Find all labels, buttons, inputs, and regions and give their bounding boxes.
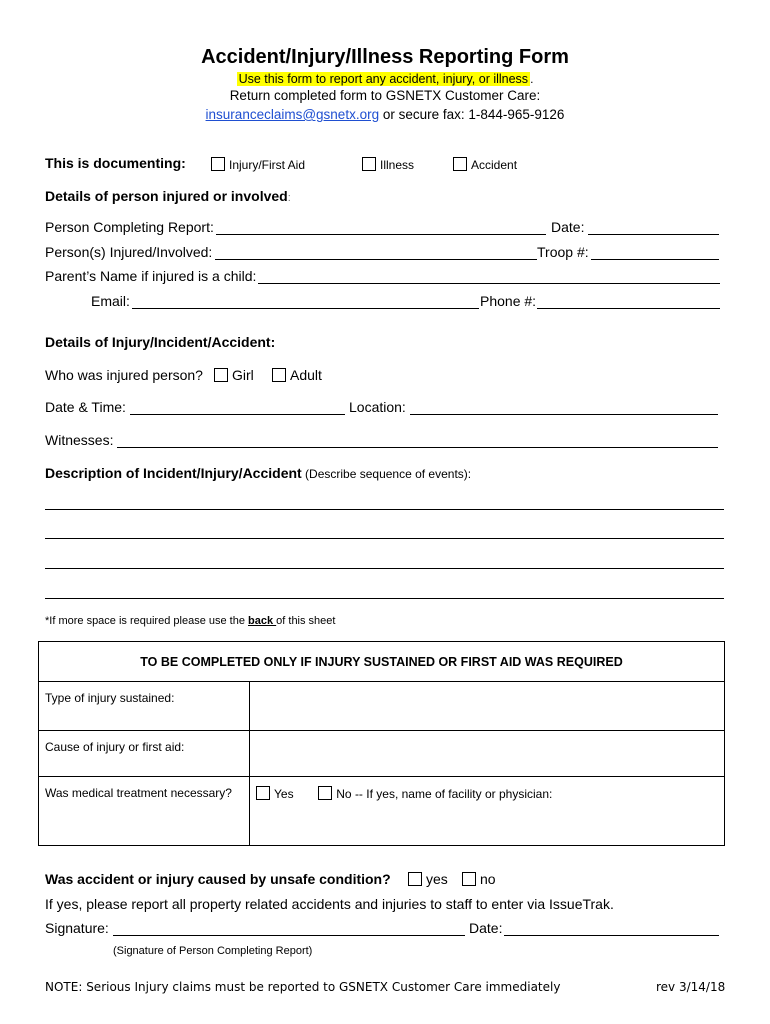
troop-label: Troop #: bbox=[537, 244, 589, 260]
person-completing-field[interactable] bbox=[216, 234, 546, 235]
description-heading bbox=[45, 465, 471, 481]
description-line-2[interactable] bbox=[45, 538, 724, 539]
yes-label: yes bbox=[426, 871, 448, 887]
checkbox-unsafe-yes[interactable] bbox=[408, 872, 422, 886]
signature-label: Signature: bbox=[45, 920, 109, 936]
email-label: Email: bbox=[91, 293, 130, 309]
option-unsafe-yes[interactable] bbox=[408, 871, 448, 887]
more-space-note bbox=[45, 615, 335, 627]
option-illness[interactable] bbox=[362, 157, 414, 172]
option-unsafe-no[interactable] bbox=[462, 871, 496, 887]
location-field[interactable] bbox=[410, 414, 718, 415]
contact-line bbox=[0, 107, 770, 122]
persons-injured-field[interactable] bbox=[215, 259, 537, 260]
no-label: no bbox=[480, 871, 496, 887]
description-line-3[interactable] bbox=[45, 568, 724, 569]
date-field[interactable] bbox=[588, 234, 719, 235]
heading-colon: : bbox=[287, 192, 291, 204]
option-label: Adult bbox=[290, 367, 322, 383]
parent-name-label: Parent’s Name if injured is a child: bbox=[45, 268, 257, 284]
documenting-label: This is documenting: bbox=[45, 155, 186, 171]
date-time-field[interactable] bbox=[130, 414, 345, 415]
option-adult[interactable] bbox=[272, 367, 322, 383]
note-text-end: of this sheet bbox=[276, 615, 336, 627]
date-label: Date: bbox=[551, 219, 585, 235]
date-time-label: Date & Time: bbox=[45, 399, 126, 415]
phone-field[interactable] bbox=[537, 308, 720, 309]
highlighted-instruction: Use this form to report any accident, injury, or illness bbox=[238, 72, 529, 86]
option-label: Illness bbox=[380, 158, 415, 172]
heading-text: Details of person injured or involved bbox=[45, 188, 288, 204]
checkbox-treatment-no[interactable] bbox=[318, 786, 332, 800]
instruction-line bbox=[0, 71, 770, 86]
highlight-period: . bbox=[530, 72, 534, 86]
troop-field[interactable] bbox=[591, 259, 719, 260]
option-girl[interactable] bbox=[214, 367, 254, 383]
no-label: No -- If yes, name of facility or physician: bbox=[336, 787, 553, 801]
checkbox-injury-first-aid[interactable] bbox=[211, 157, 225, 171]
checkbox-girl[interactable] bbox=[214, 368, 228, 382]
cause-injury-field[interactable] bbox=[250, 731, 725, 777]
witnesses-field[interactable] bbox=[117, 447, 718, 448]
fax-text: or secure fax: 1-844-965-9126 bbox=[379, 107, 565, 122]
email-link[interactable]: insuranceclaims@gsnetx.org bbox=[205, 107, 380, 122]
signature-date-label: Date: bbox=[469, 920, 503, 936]
injury-box-heading: TO BE COMPLETED ONLY IF INJURY SUSTAINED OR FIRST AID WAS REQUIRED bbox=[39, 642, 725, 682]
form-title: Accident/Injury/Illness Reporting Form bbox=[201, 46, 569, 68]
checkbox-illness[interactable] bbox=[362, 157, 376, 171]
parent-name-field[interactable] bbox=[258, 283, 720, 284]
note-text: *If more space is required please use the bbox=[45, 615, 249, 627]
checkbox-treatment-yes[interactable] bbox=[256, 786, 270, 800]
issuetrak-instruction: If yes, please report all property related accidents and injuries to staff to enter via IssueTrak. bbox=[45, 896, 614, 912]
option-label: Injury/First Aid bbox=[229, 158, 306, 172]
unsafe-question: Was accident or injury caused by unsafe condition? bbox=[45, 871, 391, 887]
treatment-label: Was medical treatment necessary? bbox=[39, 777, 250, 846]
who-injured-label: Who was injured person? bbox=[45, 367, 203, 383]
email-field[interactable] bbox=[132, 308, 479, 309]
revision-label: rev 3/14/18 bbox=[656, 980, 726, 994]
signature-date-field[interactable] bbox=[504, 935, 719, 936]
cause-injury-label: Cause of injury or first aid: bbox=[39, 731, 250, 777]
treatment-field[interactable] bbox=[250, 777, 725, 846]
description-line-1[interactable] bbox=[45, 509, 724, 510]
option-accident[interactable] bbox=[453, 157, 517, 172]
checkbox-accident[interactable] bbox=[453, 157, 467, 171]
signature-field[interactable] bbox=[113, 935, 465, 936]
return-line: Return completed form to GSNETX Customer Care: bbox=[229, 88, 541, 103]
persons-injured-label: Person(s) Injured/Involved: bbox=[45, 244, 213, 260]
type-injury-field[interactable] bbox=[250, 682, 725, 731]
checkbox-unsafe-no[interactable] bbox=[462, 872, 476, 886]
phone-label: Phone #: bbox=[480, 293, 537, 309]
description-hint: (Describe sequence of events): bbox=[301, 467, 472, 481]
signature-hint: (Signature of Person Completing Report) bbox=[113, 945, 313, 957]
footer-note: NOTE: Serious Injury claims must be reported to GSNETX Customer Care immediately bbox=[45, 980, 561, 994]
incident-details-heading: Details of Injury/Incident/Accident: bbox=[45, 334, 276, 350]
person-completing-label: Person Completing Report: bbox=[45, 219, 214, 235]
yes-label: Yes bbox=[274, 787, 294, 801]
checkbox-adult[interactable] bbox=[272, 368, 286, 382]
location-label: Location: bbox=[349, 399, 406, 415]
option-injury-first-aid[interactable] bbox=[211, 157, 305, 172]
description-title: Description of Incident/Injury/Accident bbox=[45, 465, 302, 481]
description-line-4[interactable] bbox=[45, 598, 724, 599]
type-injury-label: Type of injury sustained: bbox=[39, 682, 250, 731]
option-label: Accident bbox=[471, 158, 518, 172]
injury-box bbox=[38, 641, 725, 846]
note-back: back bbox=[248, 615, 277, 627]
witnesses-label: Witnesses: bbox=[45, 432, 114, 448]
option-label: Girl bbox=[232, 367, 254, 383]
person-details-heading bbox=[45, 188, 291, 204]
